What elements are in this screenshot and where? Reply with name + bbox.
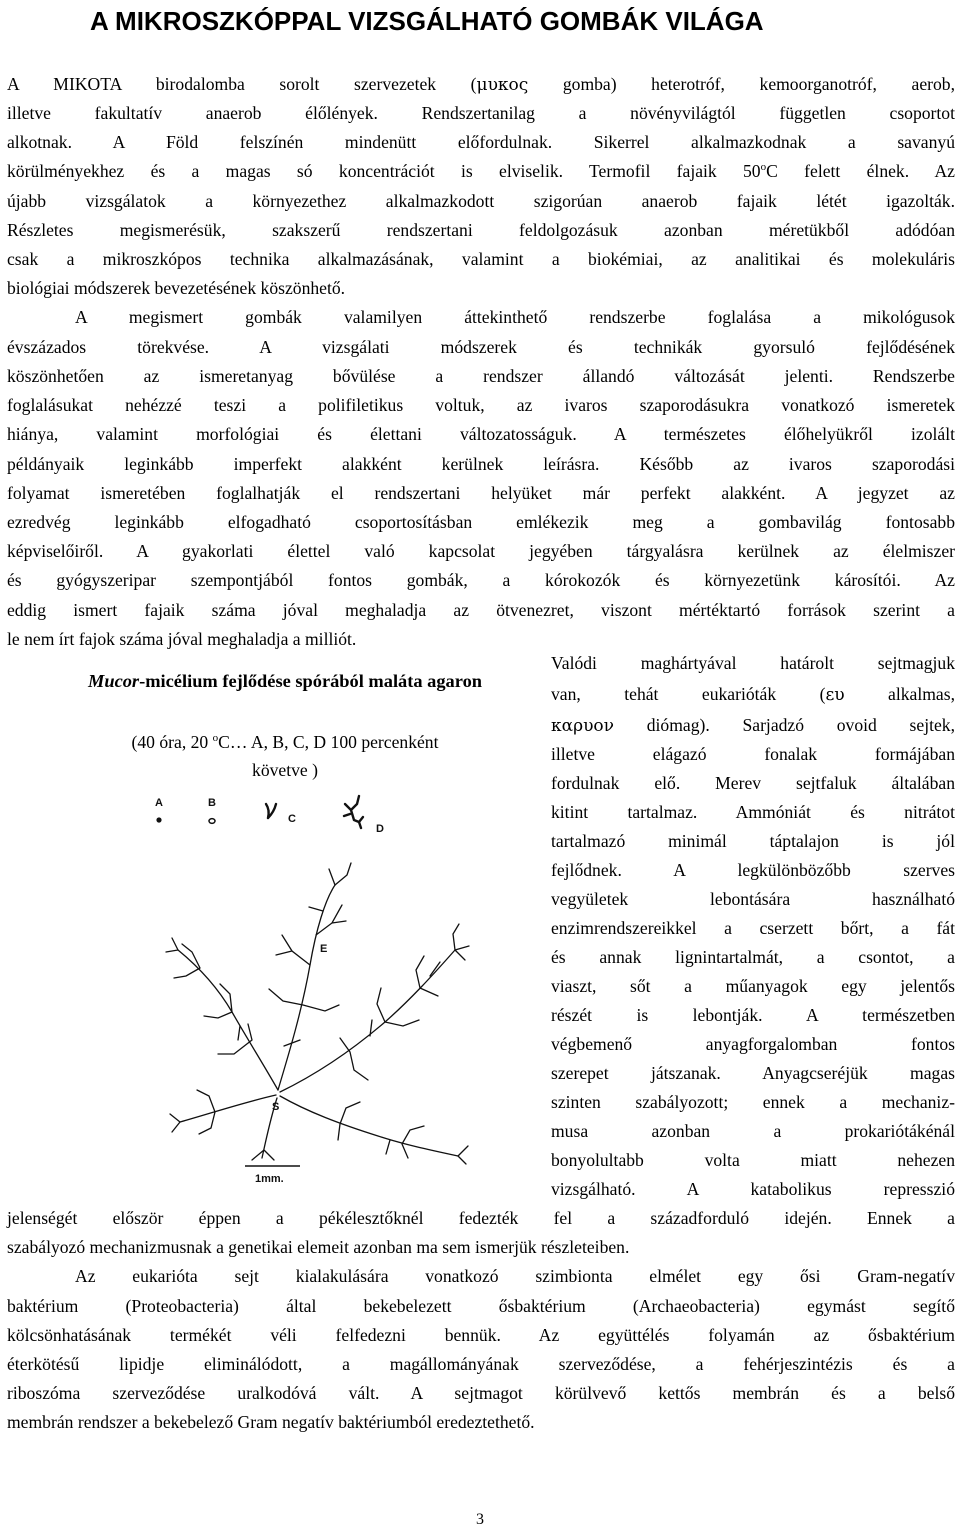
degree-mark: o <box>212 732 219 745</box>
intro-line-1 <box>7 70 955 101</box>
para2-line: képviselőiről. A gyakorlati élettel való kapcsolat jegyében tárgyalásra kerülnek az élelmiszer <box>7 541 955 561</box>
para2-line: ezredvég leginkább elfogadható csoportosításban emlékezik meg a gombavilág fontosabb <box>7 512 955 532</box>
text-span: C felett élnek. Az <box>766 161 955 181</box>
column-line: végbemenő anyagforgalomban fontos <box>551 1034 955 1054</box>
intro-line-3: alkotnak. A Föld felszínén mindenütt előfordulnak. Sikerrel alkalmazkodnak a savanyú <box>7 132 955 152</box>
para2-line: eddig ismert fajaik száma jóval meghaladja az ötvenezret, viszont mértéktartó források szerint a <box>7 600 955 620</box>
para2-line: és gyógyszeripar szempontjából fontos gombák, a kórokozók és környezetünk károsítói. Az <box>7 570 955 590</box>
column-line: tartalmazó minimál táptalajon is jól <box>551 831 955 851</box>
text-span: alkalmas, <box>844 684 955 704</box>
text-span: C… A, B, C, D 100 percenként <box>218 732 439 752</box>
intro-line-7: csak a mikroszkópos technika alkalmazásának, valamint a biokémiai, az analitikai és molekuláris <box>7 249 955 269</box>
text-span: gomba) heterotróf, kemoorganotróf, aerob, <box>528 74 955 94</box>
column-line: szinten szabályozott; ennek a mechaniz- <box>551 1092 955 1112</box>
intro-line-2: illetve fakultatív anaerob élőlények. Rendszertanilag a növényvilágtól független csoportot <box>7 103 955 123</box>
final-line: membrán rendszer a bekebelező Gram negatív baktériumból eredeztethető. <box>7 1412 535 1432</box>
column-line: enzimrendszereikkel a cserzett bőrt, a fát <box>551 918 955 938</box>
para2-line: folyamat ismeretében foglalhatják el rendszertani helyüket már perfekt alakként. A jegyzet az <box>7 483 955 503</box>
stage-label-a: A <box>155 797 163 809</box>
text-span: diómag). Sarjadzó ovoid sejtek, <box>614 715 955 735</box>
column-line: musa azonban a prokariótákénál <box>551 1121 955 1141</box>
mucor-mycelium-figure <box>140 790 510 1190</box>
hypha-d <box>344 796 363 828</box>
column-line: kitint tartalmaz. Ammóniát és nitrátot <box>551 802 955 822</box>
text-span: van, tehát eukarióták ( <box>551 684 826 704</box>
greek-word: καρυον <box>551 716 615 736</box>
continuation-line: szabályozó mechanizmusnak a genetikai elemeit azonban ma sem ismerjük részleteiben. <box>7 1237 630 1257</box>
para2-line: foglalásukat nehézzé teszi a polifiletikus voltuk, az ivaros szaporodásukra vonatkozó ismeretek <box>7 395 955 415</box>
stage-label-b: B <box>208 797 216 809</box>
caption-genus: Mucor <box>87 671 140 691</box>
final-line: Az eukarióta sejt kialakulására vonatkozó szimbionta elmélet egy ősi Gram-negatív <box>75 1266 955 1286</box>
stage-label-e: E <box>320 943 328 955</box>
para2-line: le nem írt fajok száma jóval meghaladja a milliót. <box>7 629 357 649</box>
text-span: körülményekhez és a magas só koncentrációt is elviselik. Termofil fajaik 50 <box>7 161 761 181</box>
text-span: (40 óra, 20 <box>131 732 213 752</box>
para2-line: évszázados törekvése. A vizsgálati módszerek és technikák gyorsuló fejlődésének <box>7 337 955 357</box>
column-line: és annak lignintartalmát, a csontot, a <box>551 947 955 967</box>
scale-label: 1mm. <box>255 1173 284 1185</box>
stage-label-c: C <box>288 813 296 825</box>
greek-word: μυκος <box>476 75 529 95</box>
column-line: fejlődnek. A legkülönbözőbb szerves <box>551 860 955 880</box>
page-title: A MIKROSZKÓPPAL VIZSGÁLHATÓ GOMBÁK VILÁGA <box>90 6 764 36</box>
greek-word: ευ <box>825 685 845 705</box>
column-line: bonyolultabb volta miatt nehezen <box>551 1150 955 1170</box>
mycelium-e <box>166 863 469 1164</box>
column-line-1: Valódi maghártyával határolt sejtmagjuk <box>551 653 955 673</box>
column-line-2 <box>551 680 955 711</box>
final-line: riboszóma szerveződése uralkodóvá vált. A sejtmagot körülvevő kettős membrán és a belső <box>7 1383 955 1403</box>
para2-line: A megismert gombák valamilyen áttekinthető rendszerbe foglalása a mikológusok <box>75 307 955 327</box>
spore-b <box>209 819 215 824</box>
spore-a <box>156 817 161 822</box>
para2-line: példányaik leginkább imperfekt alakként kerülnek leírásra. Később az ivaros szaporodási <box>7 454 955 474</box>
intro-line-6: Részletes megismerésük, szakszerű rendszertani feldolgozásuk azonban méretükből adódóan <box>7 220 955 240</box>
final-line: kölcsönhatásának termékét véli felfedezni bennük. Az együttélés folyamán az ősbaktérium <box>7 1325 955 1345</box>
column-line: vegyületek lebontására használható <box>551 889 955 909</box>
figure-caption <box>40 666 530 696</box>
column-line: illetve elágazó fonalak formájában <box>551 744 955 764</box>
text-span: követve ) <box>252 760 318 780</box>
intro-line-5: újabb vizsgálatok a környezethez alkalmazkodott szigorúan anaerob fajaik létét igazolták. <box>7 191 955 211</box>
intro-line-4 <box>7 157 955 187</box>
column-line: részét is lebontják. A természetben <box>551 1005 955 1025</box>
caption-text: -micélium fejlődése spórából maláta agaron <box>139 671 483 691</box>
degree-mark: o <box>760 161 767 174</box>
column-line: vizsgálható. A katabolikus represszió <box>551 1179 955 1199</box>
germling-c <box>266 804 276 818</box>
final-line: baktérium (Proteobacteria) által bekebelezett ősbaktérium (Archaeobacteria) egymást segítő <box>7 1296 955 1316</box>
column-line-3 <box>551 711 955 742</box>
page-number: 3 <box>476 1511 484 1528</box>
final-line: éterkötésű lipidje eliminálódott, a magállományának szerveződése, a fehérjeszintézis és a <box>7 1354 955 1374</box>
column-line: viaszt, sőt a műanyagok egy jelentős <box>551 976 955 996</box>
text-span: A MIKOTA birodalomba sorolt szervezetek ( <box>7 74 477 94</box>
figure-subcaption <box>40 728 530 784</box>
intro-line-8: biológiai módszerek bevezetésének köszönhető. <box>7 278 346 298</box>
column-line: fordulnak elő. Merev sejtfaluk általában <box>551 773 955 793</box>
para2-line: hiánya, valamint morfológiai és élettani változatosságuk. A természetes élőhelyükről izolált <box>7 424 955 444</box>
continuation-line: jelenségét először éppen a pékélesztőknél fedezték fel a századforduló idején. Ennek a <box>7 1208 955 1228</box>
column-line: szerepet játszanak. Anyagcseréjük magas <box>551 1063 955 1083</box>
stage-label-d: D <box>376 823 384 835</box>
spore-label-s: S <box>272 1101 280 1113</box>
para2-line: köszönhetően az ismeretanyag bővülése a rendszer állandó változását jelenti. Rendszerbe <box>7 366 955 386</box>
